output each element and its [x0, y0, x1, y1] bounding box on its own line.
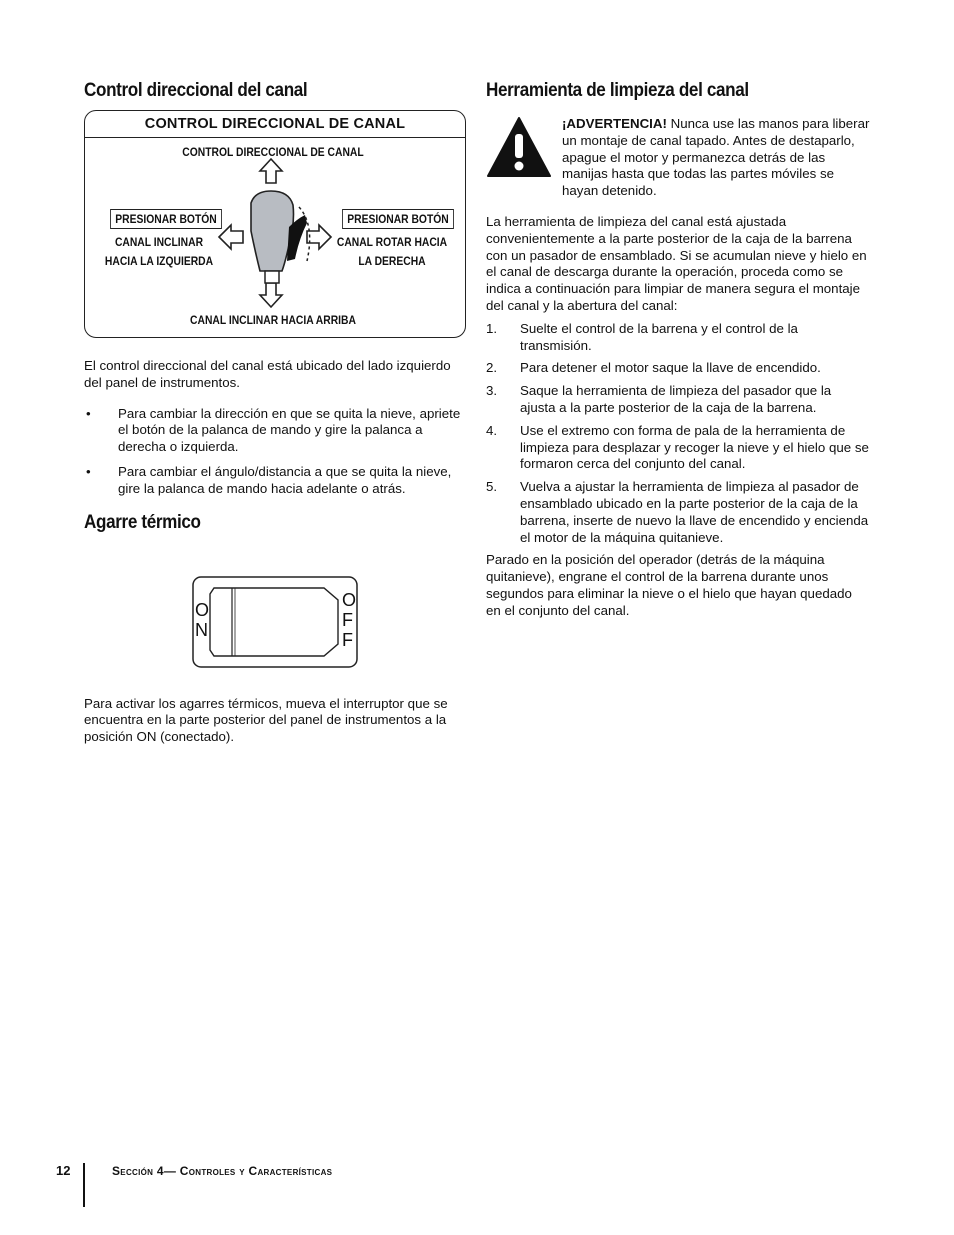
heated-grip-switch: [192, 576, 358, 668]
list-item: • Para cambiar el ángulo/distancia a que se quita la nieve, gire la palanca de mando hacia adelante o atrás.: [86, 463, 452, 496]
chute-control-diagram: [84, 110, 466, 338]
switch-on-label: O N: [195, 599, 210, 640]
warning-triangle-icon: [486, 116, 552, 178]
list-item: 2. Para detener el motor saque la llave de encendido.: [486, 360, 821, 376]
arrow-down-icon: [260, 283, 282, 307]
left-column: [84, 80, 468, 746]
clean-out-intro: La herramienta de limpieza del canal está ajustada convenientemente a la parte posterior de la caja de la barrena con un pasador de ensamblado. Si se acumulan nieve y hielo en el canal de descarga durante la operación, proceda como se indica a continuación para limpiar de manera segura el montaje del canal y la abertura del canal:: [486, 213, 867, 313]
bullet-icon: •: [86, 463, 91, 479]
footer-divider: [83, 1163, 85, 1207]
chute-control-intro: El control direccional del canal está ubicado del lado izquierdo del panel de instrumentos.: [84, 358, 451, 390]
rocker-switch-icon: [192, 576, 358, 668]
warning-text: Nunca use las manos para liberar un montaje de canal tapado. Antes de destaparlo, apague el motor y permanezca detrás de las manijas hasta que todas las partes móviles se hayan detenido.: [562, 116, 870, 199]
right-direction-line2: LA DERECHA: [358, 254, 426, 268]
warning-label: ¡ADVERTENCIA!: [562, 116, 667, 131]
list-item: • Para cambiar la dirección en que se quita la nieve, apriete el botón de la palanca de mando y gire la palanca a derecha o izquierda.: [86, 405, 461, 455]
left-press-button-label: PRESIONAR BOTÓN: [110, 209, 222, 229]
list-item: 1. Suelte el control de la barrena y el control de la transmisión.: [486, 320, 798, 353]
heading-chute-control: Control direccional del canal: [84, 80, 308, 101]
arrow-up-icon: [260, 159, 282, 183]
switch-off-label: O F F: [342, 589, 357, 650]
warning-block: [486, 116, 870, 200]
list-item: 5. Vuelva a ajustar la herramienta de limpieza al pasador de ensamblado ubicado en la parte posterior de la caja de la barrena, inserte de nuevo la llave de encendido y encienda el motor de la máquina quitanieve.: [486, 479, 869, 545]
arrow-left-icon: [219, 225, 243, 249]
section-title: Sección 4— Controles y Características: [112, 1164, 333, 1178]
diagram-bottom-label: CANAL INCLINAR HACIA ARRIBA: [190, 313, 356, 327]
clean-out-steps: [486, 321, 870, 547]
warning-paragraph: [562, 116, 870, 200]
chute-control-bullets: [84, 406, 468, 498]
page-number: 12: [56, 1163, 71, 1178]
left-direction-line2: HACIA LA IZQUIERDA: [104, 254, 214, 268]
right-direction-line1: CANAL ROTAR HACIA: [336, 235, 448, 249]
right-column: [486, 80, 870, 620]
left-direction-line1: CANAL INCLINAR: [114, 235, 204, 249]
diagram-top-label: CONTROL DIRECCIONAL DE CANAL: [182, 145, 364, 159]
arrow-right-icon: [307, 225, 331, 249]
bullet-icon: •: [86, 405, 91, 421]
right-press-button-label: PRESIONAR BOTÓN: [342, 209, 454, 229]
list-item: 3. Saque la herramienta de limpieza del pasador que la ajusta a la parte posterior de la caja de la barrena.: [486, 383, 832, 415]
diagram-header: CONTROL DIRECCIONAL DE CANAL: [85, 111, 465, 138]
clean-out-closing: Parado en la posición del operador (detrás de la máquina quitanieve), engrane el control de la barrena durante unos segundos para eliminar la nieve o el hielo que hayan quedado en el conjunto del canal.: [486, 552, 852, 618]
heated-grip-paragraph: Para activar los agarres térmicos, mueva el interruptor que se encuentra en la parte posterior del panel de instrumentos a la posición ON (conectado).: [84, 695, 448, 745]
heading-heated-grips: Agarre térmico: [84, 511, 201, 533]
list-item: 4. Use el extremo con forma de pala de la herramienta de limpieza para desplazar y recoger la nieve y el hielo que se formaron cerca del conjunto del canal.: [486, 422, 869, 472]
heading-chute-clean-out-tool: Herramienta de limpieza del canal: [486, 80, 749, 101]
